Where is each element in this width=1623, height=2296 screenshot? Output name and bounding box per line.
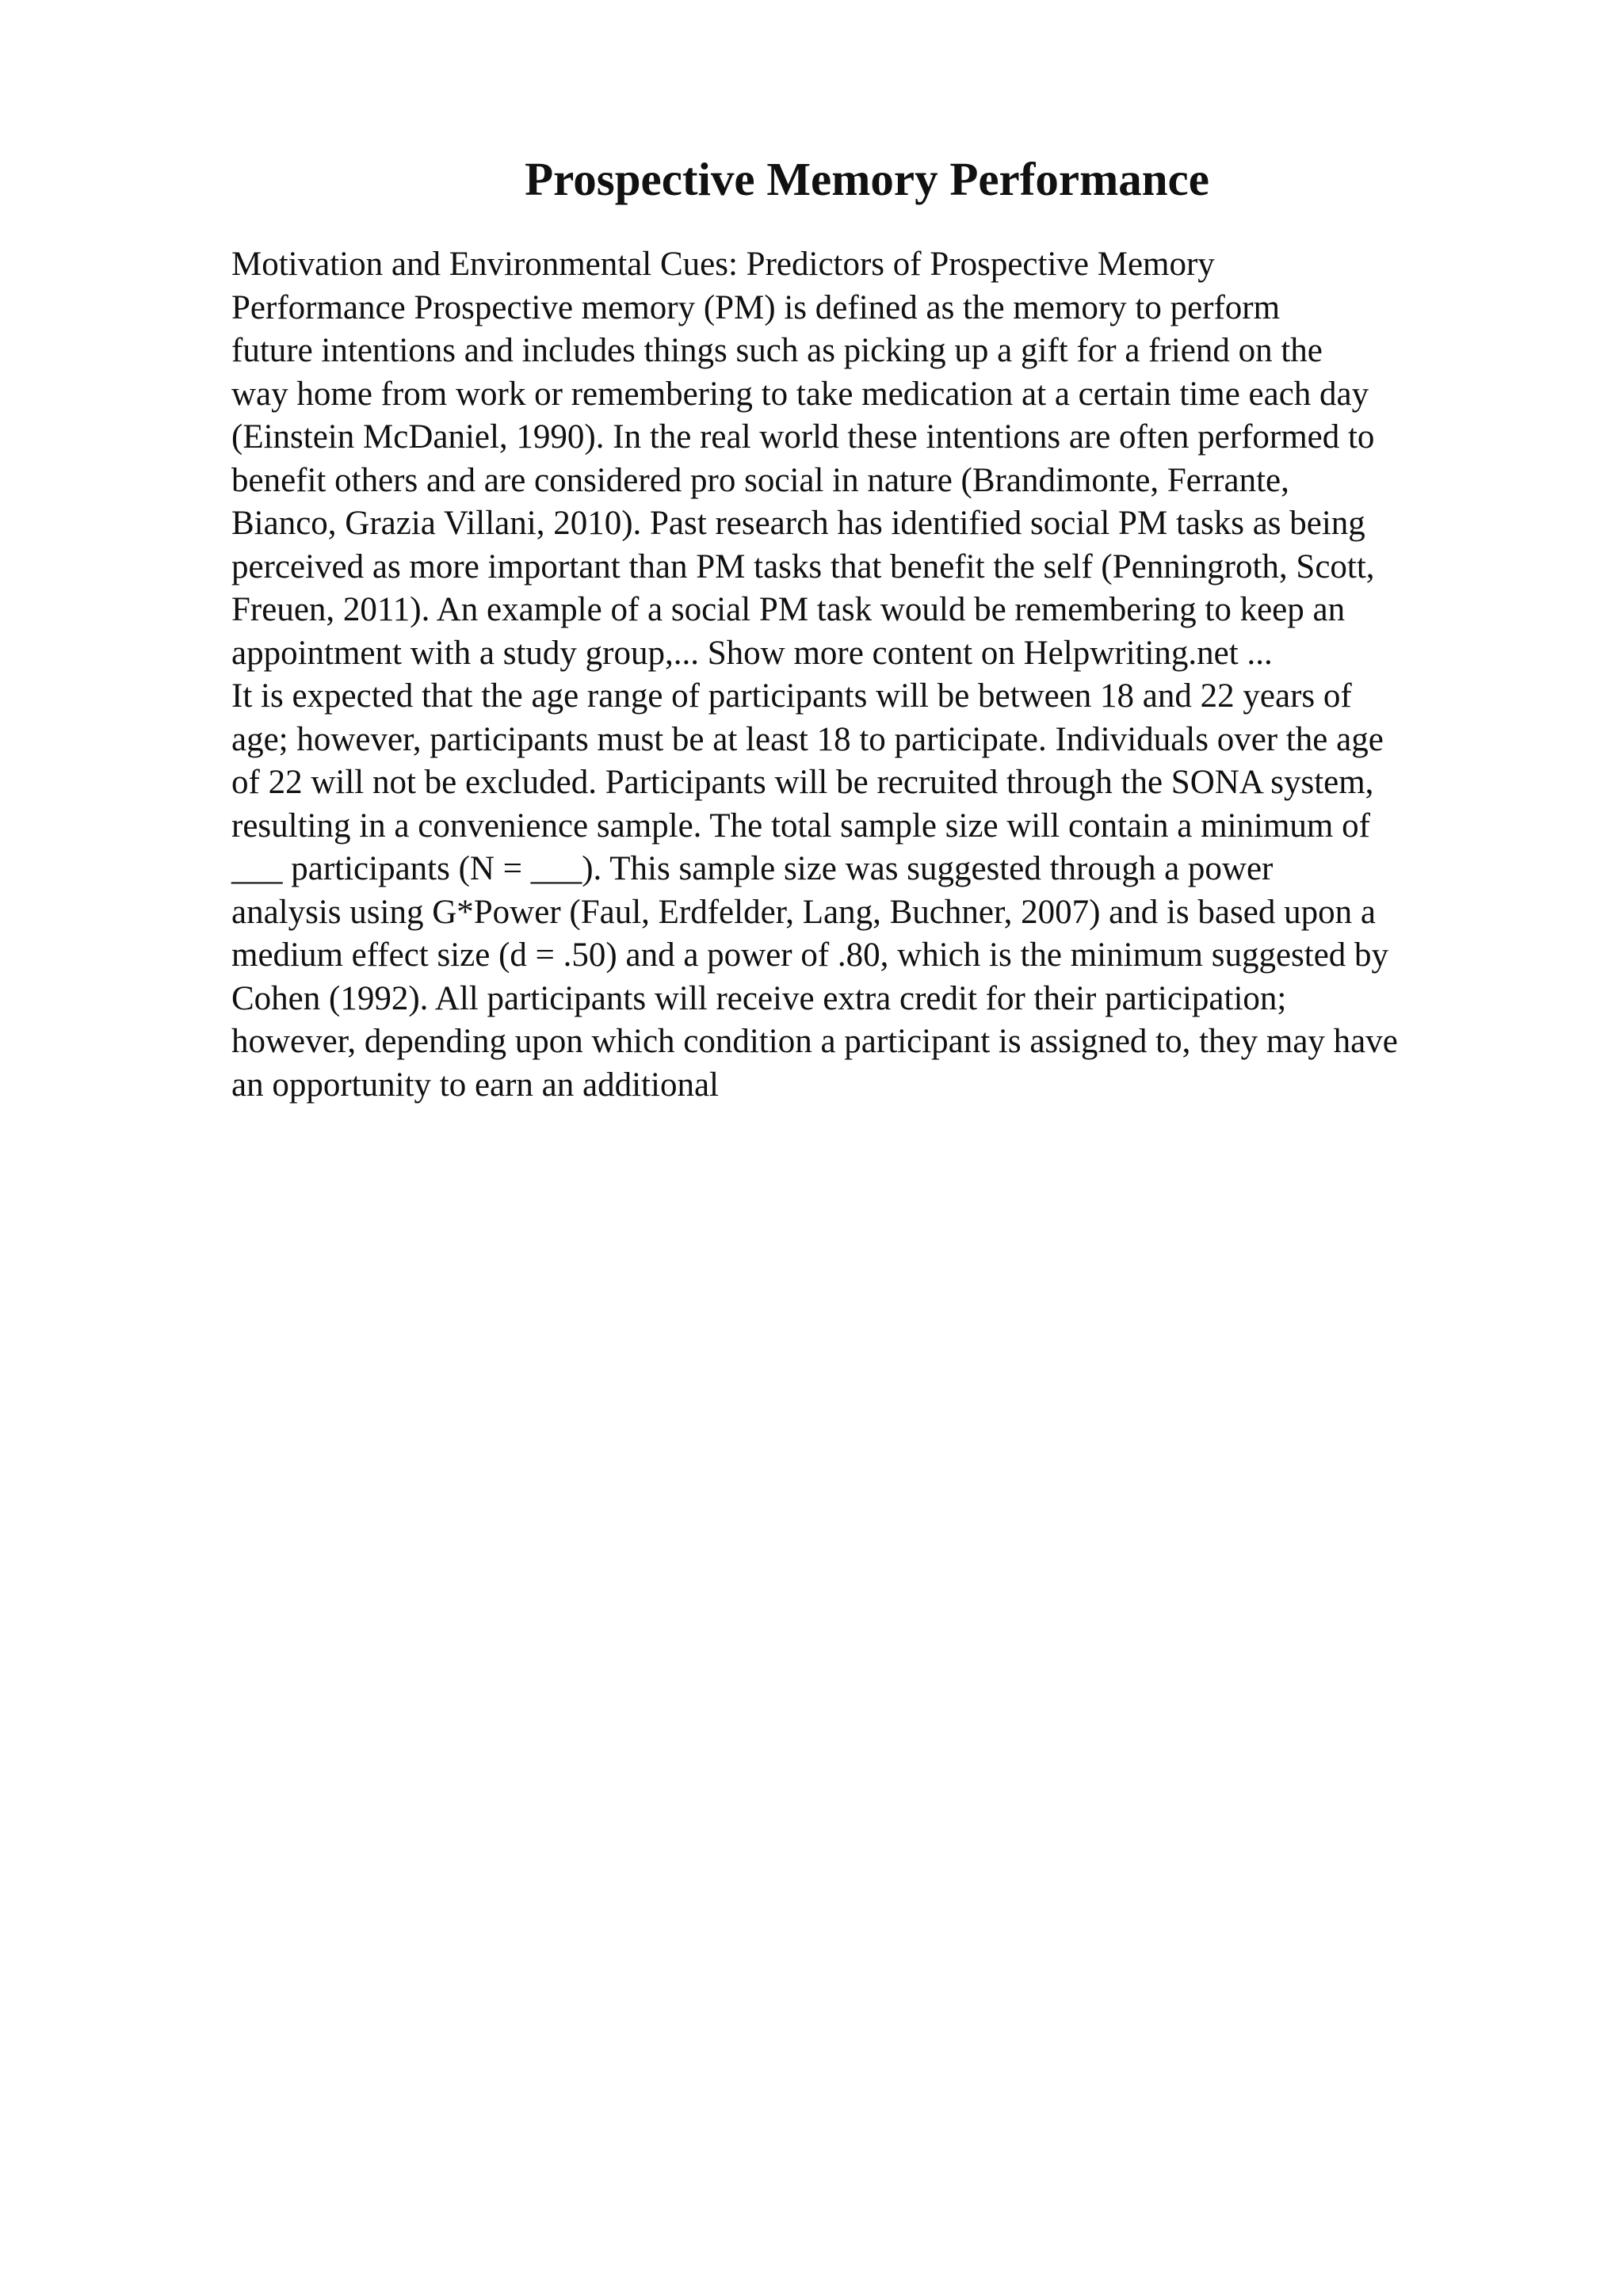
body-line: Motivation and Environmental Cues: Predictors of Prospective Memory [231, 246, 1215, 283]
body-line: resulting in a convenience sample. The total sample size will contain a minimum of [231, 807, 1370, 845]
body-line: appointment with a study group,... Show more content on Helpwriting.net ... [231, 634, 1273, 672]
body-line: ___ participants (N = ___). This sample size was suggested through a power [231, 850, 1274, 887]
body-line: analysis using G*Power (Faul, Erdfelder, Lang, Buchner, 2007) and is based upon a [231, 893, 1376, 931]
body-line: perceived as more important than PM tasks that benefit the self (Penningroth, Scott, [231, 547, 1375, 585]
body-line: Cohen (1992). All participants will receive extra credit for their participation; [231, 979, 1287, 1017]
body-line: however, depending upon which condition a participant is assigned to, they may have [231, 1023, 1398, 1060]
body-line: Freuen, 2011). An example of a social PM task would be remembering to keep an [231, 591, 1346, 628]
body-line: of 22 will not be excluded. Participants will be recruited through the SONA system, [231, 764, 1374, 801]
body-line: an opportunity to earn an additional [231, 1066, 719, 1104]
document-body [231, 243, 1515, 1107]
body-line: Performance Prospective memory (PM) is defined as the memory to perform [231, 288, 1281, 326]
body-line: (Einstein McDaniel, 1990). In the real world these intentions are often performed to [231, 418, 1375, 456]
body-line: way home from work or remembering to take medication at a certain time each day [231, 375, 1369, 413]
body-line: medium effect size (d = .50) and a power of .80, which is the minimum suggested by [231, 936, 1389, 974]
body-line: benefit others and are considered pro social in nature (Brandimonte, Ferrante, [231, 461, 1289, 499]
body-line: Bianco, Grazia Villani, 2010). Past research has identified social PM tasks as being [231, 505, 1365, 542]
body-line: age; however, participants must be at least 18 to participate. Individuals over the age [231, 720, 1384, 758]
body-line: future intentions and includes things such as picking up a gift for a friend on the [231, 332, 1323, 369]
body-line: It is expected that the age range of participants will be between 18 and 22 years of [231, 677, 1352, 715]
document-title: Prospective Memory Performance [525, 153, 1209, 205]
